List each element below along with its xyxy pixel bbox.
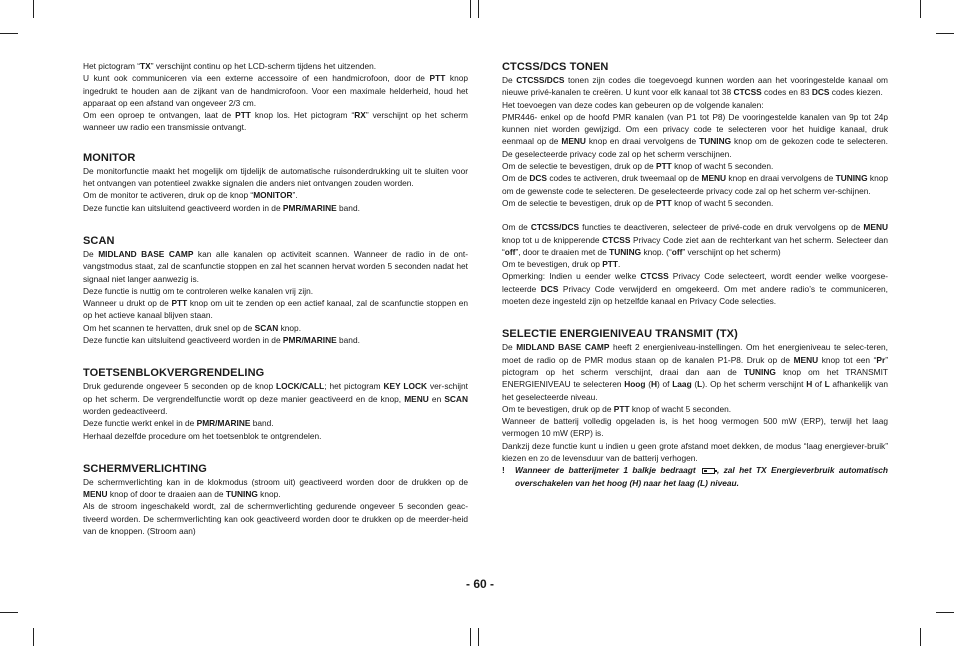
monitor-body <box>83 165 468 214</box>
paragraph: Herhaal dezelfde procedure om het toetsenblok te ontgrendelen. <box>83 430 322 441</box>
keylock-heading: TOETSENBLOKVERGRENDELING <box>83 367 265 380</box>
crop-mark <box>936 33 954 34</box>
bold-term: H <box>651 379 658 390</box>
bold-term: CTCSS <box>640 271 669 282</box>
scan-body <box>83 248 468 346</box>
crop-mark <box>936 612 954 613</box>
bold-term: CTCSS <box>602 234 631 245</box>
bold-term: PTT <box>171 298 188 309</box>
bold-term: TUNING <box>835 173 868 184</box>
backlight-heading: SCHERMVERLICHTING <box>83 462 207 475</box>
crop-mark <box>920 628 921 646</box>
bold-term: PTT <box>656 161 672 172</box>
right-column <box>502 60 888 489</box>
paragraph: Opmerking: Indien u eender welke CTCSS Privacy Code selecteert, wordt eender welke voorgese-lecteerde DCS Privacy Code verwijderd en omgekeerd. Om met andere radio’s te communiceren, moeten deze ingesteld zijn op hetzelfde kanaal en Privacy Code selecties. <box>502 271 889 307</box>
bold-term: MENU <box>404 393 429 404</box>
bold-term: H <box>806 379 813 390</box>
bold-term: TUNING <box>699 136 732 147</box>
bold-term: DCS <box>529 173 547 184</box>
bold-term: SCAN <box>254 322 279 333</box>
bold-term: PMR/MARINE <box>282 335 337 346</box>
bold-term: Pr <box>876 354 886 365</box>
paragraph: Deze functie kan uitsluitend geactiveerd worden in de PMR/MARINE band. <box>83 335 360 346</box>
bold-term: PTT <box>429 73 446 84</box>
bold-term: MIDLAND BASE CAMP <box>516 342 610 353</box>
bold-term: MENU <box>83 489 108 500</box>
bold-term: TUNING <box>225 489 258 500</box>
battery-note <box>502 464 888 489</box>
bold-term: SCAN <box>444 393 468 404</box>
note-mark: ! <box>502 465 505 476</box>
ctcss-heading: CTCSS/DCS TONEN <box>502 61 609 73</box>
keylock-body <box>83 380 468 441</box>
bold-term: PTT <box>656 197 672 208</box>
backlight-body <box>83 476 468 537</box>
bold-term: CTCSS <box>733 87 762 98</box>
paragraph: De CTCSS/DCS tonen zijn codes die toegevoegd kunnen worden aan het vooringestelde kanaal om nieuwe privé-kanalen te creëren. U kunt voor elk kanaal tot 38 CTCSS codes en 83 DCS codes kiezen. <box>502 75 888 98</box>
bold-term: KEY LOCK <box>383 381 428 392</box>
bold-term: DCS <box>540 283 559 294</box>
bold-term: MIDLAND BASE CAMP <box>98 248 194 259</box>
paragraph: De schermverlichting kan in de klokmodus (stroom uit) geactiveerd worden door de drukken op de MENU knop of door te draaien aan de TUNING knop. <box>83 476 468 500</box>
note-text <box>515 464 888 489</box>
battery-one-bar-icon <box>702 468 715 474</box>
paragraph: Om te bevestigen, druk op PTT. <box>502 259 621 270</box>
paragraph: De MIDLAND BASE CAMP kan alle kanalen op activiteit scannen. Wanneer de radio in de ont-vangstmodus staat, zal de scanfunctie stoppen en zal het scannen hervat worden 5 seconden nadat het signaal niet langer aanwezig is. <box>83 248 469 284</box>
bold-term: PMR/MARINE <box>282 202 337 213</box>
paragraph: Dankzij deze functie kunt u indien u geen grote afstand moet dekken, de modus “laag energiever-bruik” kiezen en zo de levensduur van de batterij verhogen. <box>502 440 888 464</box>
bold-term: Hoog <box>624 379 646 390</box>
crop-mark <box>478 628 479 646</box>
crop-mark <box>470 628 471 646</box>
bold-term: LOCK/CALL <box>276 381 325 392</box>
crop-mark <box>920 0 921 18</box>
paragraph: Deze functie werkt enkel in de PMR/MARINE band. <box>83 418 274 429</box>
bold-term: MONITOR <box>253 190 293 201</box>
paragraph: Wanneer de batterij volledig opgeladen is, is het hoog vermogen 500 mW (ERP), terwijl het laag vermogen 10 mW (ERP) is. <box>502 416 888 439</box>
paragraph: Om de selectie te bevestigen, druk op de PTT knop of wacht 5 seconden. <box>502 161 774 172</box>
power-body <box>502 341 888 464</box>
bold-term: MENU <box>561 136 586 147</box>
page-number: - 60 - <box>466 577 495 591</box>
bold-term: PTT <box>613 403 630 414</box>
bold-term: TUNING <box>609 246 642 257</box>
bold-term: CTCSS/DCS <box>530 222 580 233</box>
bold-term: L <box>824 379 830 390</box>
bold-term: Laag <box>672 379 692 390</box>
bold-term: MENU <box>793 354 819 365</box>
bold-term: MENU <box>863 222 888 233</box>
paragraph: Wanneer u drukt op de PTT knop om uit te zenden op een actief kanaal, zal de scanfunctie stoppen en op het actieve kanaal blijven staan. <box>83 298 468 321</box>
crop-mark <box>478 0 479 18</box>
crop-mark <box>0 612 18 613</box>
crop-mark <box>33 0 34 18</box>
power-heading: SELECTIE ENERGIENIVEAU TRANSMIT (TX) <box>502 328 738 341</box>
paragraph: Om de selectie te bevestigen, druk op de PTT knop of wacht 5 seconden. <box>502 197 774 208</box>
note-after: , zal het TX Energieverbruik automatisch overschakelen van het hoog (H) naar het laag (L) niveau. <box>515 465 888 488</box>
paragraph: U kunt ook communiceren via een externe accessoire of een handmicrofoon, door de PTT knop ingedrukt te houden aan de zijkant van de handmicrofoon. Voor een maximale helderheid, houd het apparaat op een afstand van ongeveer 2/3 cm. <box>83 73 468 108</box>
bold-term: MENU <box>701 173 727 184</box>
bold-term: RX <box>354 110 366 121</box>
crop-mark <box>470 0 471 18</box>
crop-mark <box>33 628 34 646</box>
paragraph: Om een oproep te ontvangen, laat de PTT knop los. Het pictogram “RX” verschijnt op het scherm wanneer uw radio een transmissie ontvangt. <box>83 110 468 133</box>
left-column <box>83 60 468 537</box>
ctcss-deactivate-body <box>502 221 888 307</box>
paragraph: Om de DCS codes te activeren, druk tweemaal op de MENU knop en draai vervolgens de TUNING knop om de gewenste code te selecteren. De geselecteerde privacy code zal op het scherm ver-schijnen. <box>502 173 888 196</box>
paragraph: Om de CTCSS/DCS functies te deactiveren, selecteer de privé-code en druk vervolgens op de MENU knop tot u de knipperende CTCSS Privacy Code ziet aan de rechterkant van het scherm. Selecteer dan “off”, door te draaien met de TUNING knop. (“off” verschijnt op het scherm) <box>502 222 888 257</box>
bold-term: L <box>697 379 703 390</box>
paragraph: De MIDLAND BASE CAMP heeft 2 energieniveau-instellingen. Om het energieniveau te selec-teren, moet de radio op de PMR modus staan op de kanalen P1-P8. Druk op de MENU knop tot een “Pr” pictogram op het scherm verschijnt, draai dan aan de TUNING knop om het TRANSMIT ENERGIENIVEAU te selecteren Hoog (H) of Laag (L). Op het scherm verschijnt H of L afhankelijk van het geselecteerde niveau. <box>502 342 889 402</box>
scan-heading: SCAN <box>83 234 115 247</box>
monitor-heading: MONITOR <box>83 151 136 164</box>
bold-term: CTCSS/DCS <box>516 75 565 85</box>
paragraph: Het toevoegen van deze codes kan gebeuren op de volgende kanalen: <box>502 99 764 110</box>
bold-term: PMR/MARINE <box>196 418 251 429</box>
bold-term: TX <box>140 61 151 71</box>
paragraph: Deze functie kan uitsluitend geactiveerd worden in de PMR/MARINE band. <box>83 202 360 213</box>
note-before: Wanneer de batterijmeter 1 balkje bedraagt <box>515 465 696 476</box>
paragraph: Als de stroom ingeschakeld wordt, zal de schermverlichting gedurende ongeveer 5 seconden geac-tiveerd worden. De schermverlichting kan ook geactiveerd worden door te drukken op de meerder-heid van de knoppen. (Stroom aan) <box>83 501 468 537</box>
bold-term: off <box>671 246 683 257</box>
paragraph: De monitorfunctie maakt het mogelijk om tijdelijk de automatische ruisonderdrukking uit te sluiten voor het ontvangen van potentieel zwakke signalen die anders niet ontvangen zouden worden. <box>83 165 468 189</box>
bold-term: off <box>504 246 516 257</box>
bold-term: PTT <box>602 259 618 270</box>
paragraph: Druk gedurende ongeveer 5 seconden op de knop LOCK/CALL; het pictogram KEY LOCK ver-schijnt op het scherm. De vergrendelfunctie wordt op deze manier geactiveerd en de knop, MENU en SCAN worden gedeactiveerd. <box>83 381 468 416</box>
bold-term: DCS <box>811 87 830 98</box>
paragraph: Om het scannen te hervatten, druk snel op de SCAN knop. <box>83 322 302 333</box>
bold-term: PTT <box>235 110 251 121</box>
paragraph: Het pictogram “TX” verschijnt continu op het LCD-scherm tijdens het uitzenden. <box>83 61 377 71</box>
paragraph: Om te bevestigen, druk op de PTT knop of wacht 5 seconden. <box>502 403 732 414</box>
paragraph: Om de monitor te activeren, druk op de knop “MONITOR”. <box>83 190 298 201</box>
ctcss-body <box>502 74 888 209</box>
bold-term: TUNING <box>743 366 776 377</box>
paragraph: Deze functie is nuttig om te controleren welke kanalen vrij zijn. <box>83 285 314 296</box>
intro-section <box>83 60 468 134</box>
crop-mark <box>0 33 18 34</box>
paragraph: PMR446- enkel op de hoofd PMR kanalen (van P1 tot P8) De vooringestelde kanalen van 9p tot 24p kunnen niet worden gewijzigd. Om een privacy code te selecteren voor het huidige kanaal, druk eenmaal op de MENU knop en draai vervolgens de TUNING knop om de gekozen code te selecteren. De geselecteerde privacy code zal op het scherm verschijnen. <box>502 111 888 159</box>
